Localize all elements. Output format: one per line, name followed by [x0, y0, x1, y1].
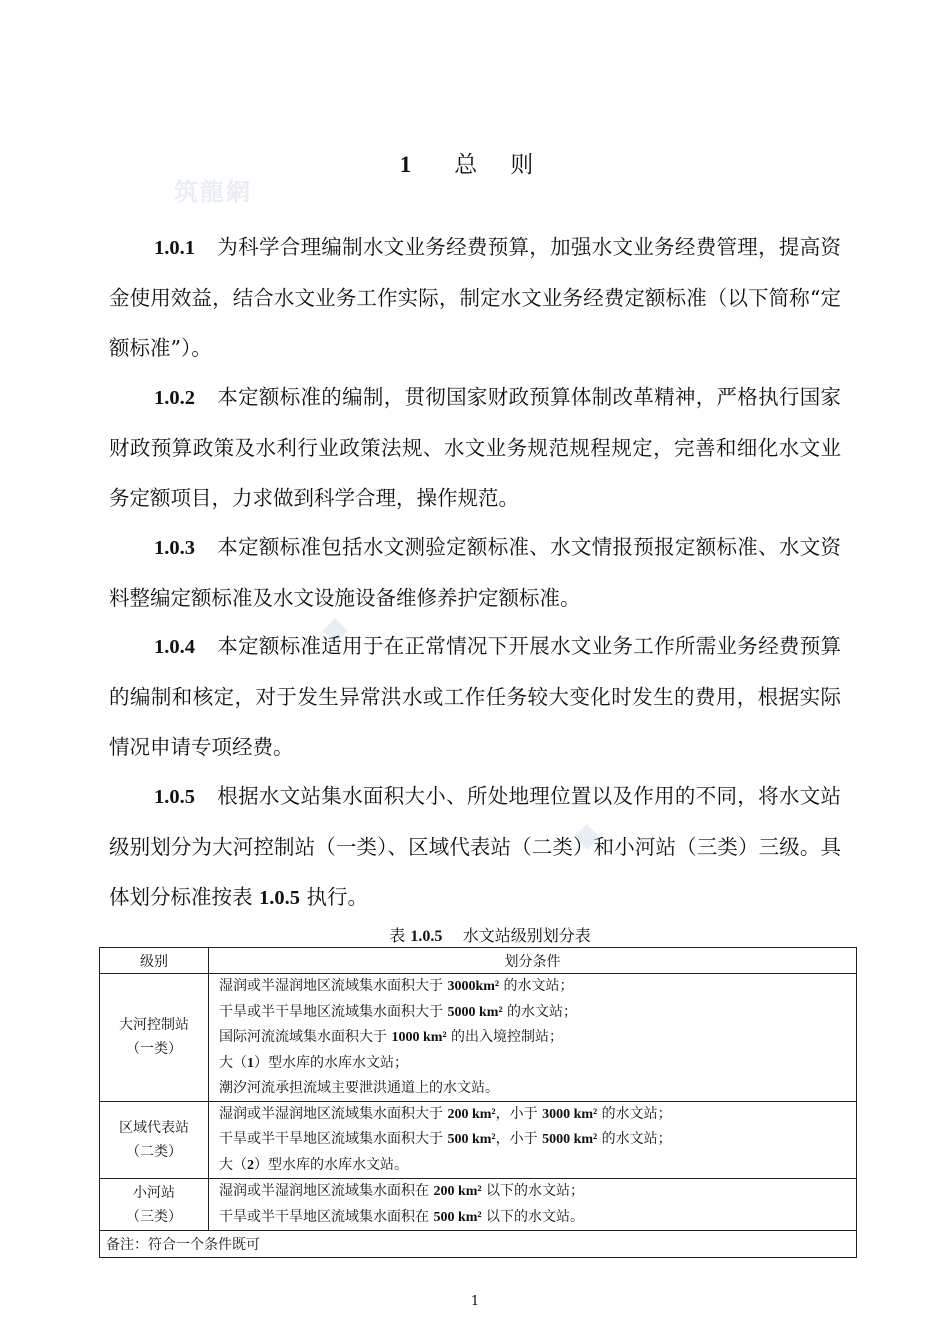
chapter-number: 1 [399, 152, 413, 177]
chapter-title [0, 146, 950, 179]
condition-text: 的出入境控制站； [446, 1029, 564, 1045]
clause-1-0-2 [109, 372, 841, 523]
condition-text: 湿润或半湿润地区流域集水面积在 [219, 1183, 434, 1199]
caption-title: 水文站级别划分表 [462, 926, 591, 945]
condition-text: ）型水库的水库水文站； [254, 1054, 408, 1071]
condition-text: 的水文站； [597, 1105, 672, 1122]
condition-line [219, 1076, 856, 1101]
clause-1-0-3 [109, 522, 841, 623]
condition-text: ）型水库的水库水文站。 [254, 1156, 408, 1173]
condition-text: 干旱或半干旱地区流域集水面积在 [219, 1208, 434, 1225]
clause-text: 本定额标准包括水文测验定额标准、水文情报预报定额标准、水文资料整编定额标准及水文设施设备维修养护定额标准。 [109, 535, 841, 610]
condition-text: 以下的水文站。 [481, 1208, 585, 1225]
condition-text: 潮汐河流承担流域主要泄洪通道上的水文站。 [219, 1080, 499, 1096]
table-note-row [100, 1231, 857, 1258]
condition-value: 500 km² [433, 1209, 482, 1225]
condition-text: 的水文站； [499, 978, 574, 994]
condition-line [219, 1051, 856, 1077]
condition-text: 以下的水文站； [481, 1183, 585, 1199]
condition-line [219, 1127, 856, 1153]
station-grade-table [99, 947, 857, 1258]
level-name: 区域代表站 [119, 1119, 189, 1136]
condition-value: 5000 km² [542, 1132, 598, 1147]
level-cell [100, 1101, 209, 1179]
clause-number: 1.0.4 [154, 636, 195, 658]
condition-value: 500 km² [447, 1132, 496, 1147]
condition-value: 200 km² [433, 1184, 482, 1199]
clause-text: 本定额标准的编制，贯彻国家财政预算体制改革精神，严格执行国家财政预算政策及水利行业政策法规、水文业务规范规程规定，完善和细化水文业务定额项目，力求做到科学合理，操作规范。 [109, 385, 841, 510]
header-level: 级别 [100, 948, 209, 974]
clause-1-0-5 [109, 771, 841, 923]
clause-1-0-1 [109, 222, 841, 373]
condition-value: 3000 km² [542, 1106, 598, 1122]
condition-text: 大（ [219, 1054, 247, 1071]
level-name: 小河站 [133, 1184, 175, 1201]
condition-cell [209, 974, 857, 1102]
clause-text: 为科学合理编制水文业务经费预算，加强水文业务经费管理，提高资金使用效益，结合水文业务工作实际，制定水文业务经费定额标准（以下简称“定额标准”）。 [109, 235, 841, 360]
table-header-row [100, 948, 857, 974]
table-row [100, 974, 857, 1102]
header-condition: 划分条件 [209, 948, 857, 974]
chapter-title-char: 总 [454, 152, 479, 178]
condition-line [219, 974, 856, 1000]
condition-cell [209, 1179, 857, 1231]
caption-prefix: 表 [389, 926, 406, 945]
condition-text: 大（ [219, 1156, 247, 1173]
condition-text: 干旱或半干旱地区流域集水面积大于 [219, 1003, 448, 1020]
clause-number: 1.0.2 [154, 387, 195, 409]
level-cell [100, 974, 209, 1102]
caption-number: 1.0.5 [410, 928, 443, 945]
level-class: （二类） [126, 1143, 182, 1160]
condition-text: 的水文站； [502, 1003, 578, 1020]
condition-value: 5000 km² [447, 1004, 503, 1020]
condition-line [219, 1153, 856, 1179]
condition-value: 3000km² [447, 979, 500, 994]
condition-value: 2 [247, 1157, 254, 1173]
condition-line [219, 1205, 856, 1231]
clause-text: 根据水文站集水面积大小、所处地理位置以及作用的不同，将水文站级别划分为大河控制站（一类）、区域代表站（二类）和小河站（三类）三级。具体划分标准按表 [109, 784, 841, 909]
table-row [100, 1101, 857, 1179]
page-number: 1 [470, 1294, 480, 1309]
clause-number: 1.0.1 [154, 237, 195, 259]
condition-line [219, 1102, 856, 1128]
condition-value: 200 km² [447, 1106, 496, 1122]
condition-cell [209, 1101, 857, 1179]
level-name: 大河控制站 [119, 1017, 189, 1034]
level-class: （一类） [126, 1041, 182, 1058]
table-note: 备注：符合一个条件既可 [100, 1231, 857, 1258]
condition-value: 1000 km² [391, 1030, 447, 1045]
condition-text: 国际河流流域集水面积大于 [219, 1029, 392, 1045]
watermark-logo: 筑龍網 [174, 177, 252, 206]
table-reference: 1.0.5 [259, 887, 301, 909]
clause-number: 1.0.5 [154, 786, 195, 808]
condition-line [219, 1179, 856, 1205]
level-class: （三类） [126, 1208, 182, 1225]
condition-text: 湿润或半湿润地区流域集水面积大于 [219, 1105, 448, 1122]
condition-text: 的水文站； [597, 1131, 672, 1147]
table-caption [0, 923, 950, 946]
clause-number: 1.0.3 [154, 537, 195, 559]
condition-line [219, 1000, 856, 1026]
condition-line [219, 1025, 856, 1051]
clause-text: 执行。 [300, 885, 369, 909]
condition-text: 湿润或半湿润地区流域集水面积大于 [219, 978, 448, 994]
clause-1-0-4 [109, 621, 841, 772]
condition-text: ，小于 [495, 1105, 543, 1122]
condition-text: 干旱或半干旱地区流域集水面积大于 [219, 1131, 448, 1147]
condition-value: 1 [247, 1055, 254, 1071]
level-cell [100, 1179, 209, 1231]
condition-text: ，小于 [495, 1131, 543, 1147]
table-row [100, 1179, 857, 1231]
chapter-title-char: 则 [510, 152, 535, 178]
clause-text: 本定额标准适用于在正常情况下开展水文业务工作所需业务经费预算的编制和核定，对于发生异常洪水或工作任务较大变化时发生的费用，根据实际情况申请专项经费。 [109, 634, 841, 759]
